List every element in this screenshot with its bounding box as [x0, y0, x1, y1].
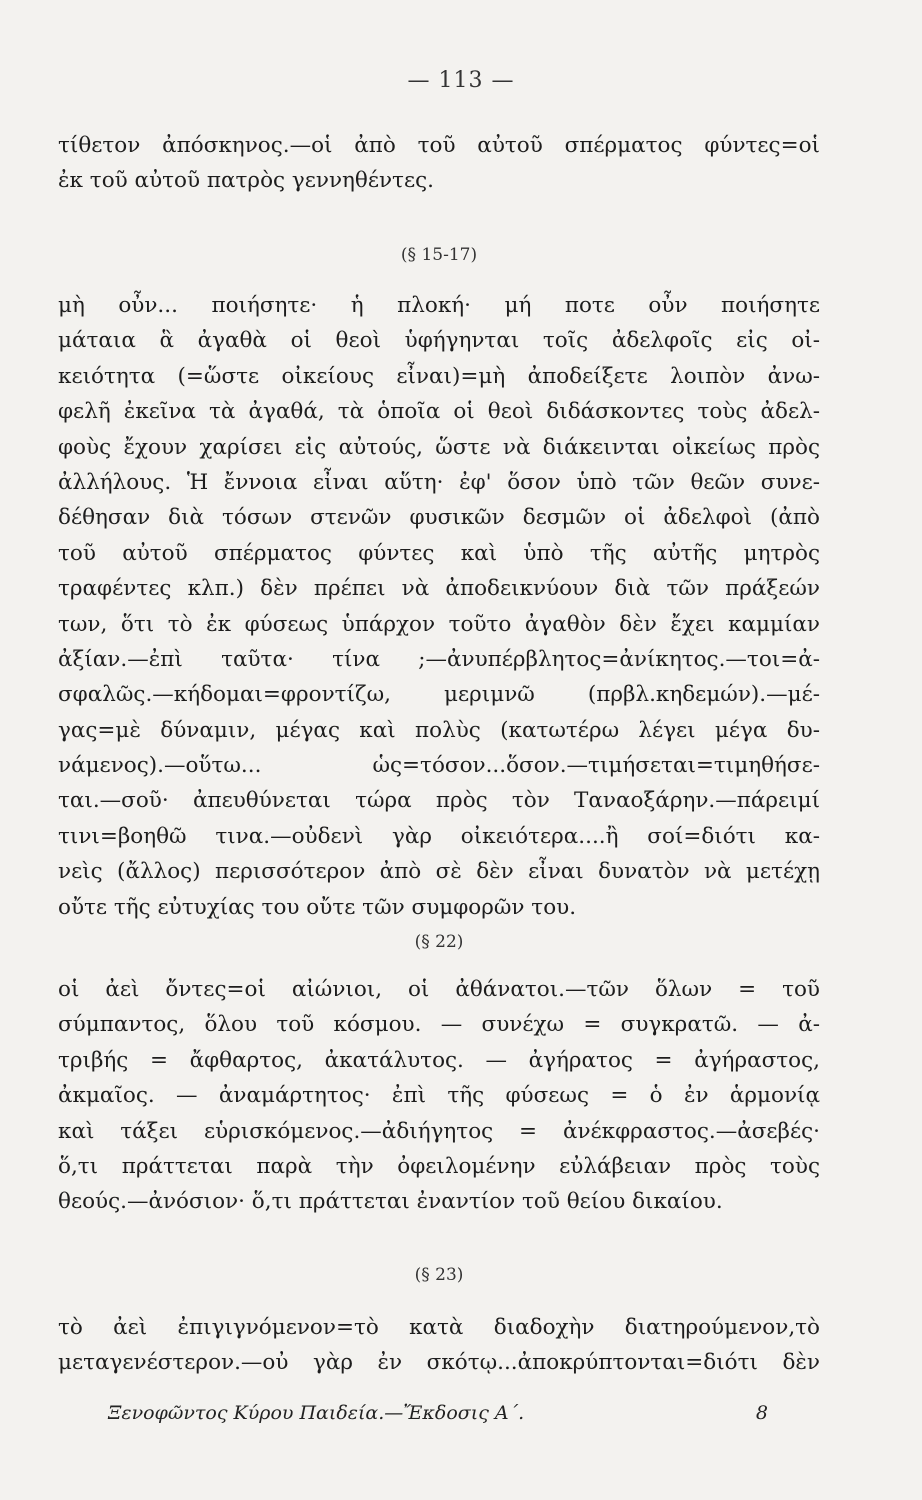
text-line: των, ὅτι τὸ ἐκ φύσεως ὑπάρχον τοῦτο ἀγαθὸν δὲν ἔχει καμμίαν — [58, 611, 820, 637]
text-block-1 — [58, 128, 820, 199]
text-line: νάμενος).—οὕτω... ὡς=τόσον...ὅσον.—τιμήσεται=τιμηθήσε- — [58, 753, 820, 779]
page-number: — 113 — — [407, 68, 515, 93]
section-heading-23: (§ 23) — [414, 1265, 464, 1285]
text-line: καὶ τάξει εὑρισκόμενος.—ἀδιήγητος = ἀνέκφραστος.—ἀσεβές· — [58, 1118, 820, 1144]
text-line: τριβής = ἄφθαρτος, ἀκατάλυτος. — ἀγήρατος = ἀγήραστος, — [58, 1047, 820, 1073]
section-heading-15-17: (§ 15-17) — [400, 245, 478, 265]
text-line: φελῆ ἐκεῖνα τὰ ἀγαθά, τὰ ὁποῖα οἱ θεοὶ διδάσκοντες τοὺς ἀδελ- — [58, 399, 820, 425]
text-line: τὸ ἀεὶ ἐπιγιγνόμενον=τὸ κατὰ διαδοχὴν διατηρούμενον,τὸ — [58, 1315, 820, 1340]
text-line: γας=μὲ δύναμιν, μέγας καὶ πολὺς (κατωτέρω λέγει μέγα δυ- — [58, 717, 820, 743]
text-block-4 — [58, 1310, 820, 1381]
text-line: τραφέντες κλπ.) δὲν πρέπει νὰ ἀποδεικνύουν διὰ τῶν πράξεών — [58, 576, 820, 602]
text-line: μεταγενέστερον.—οὐ γὰρ ἐν σκότῳ...ἀποκρύπτονται=διότι δὲν — [58, 1350, 820, 1376]
text-line: ἀλλήλους. Ἡ ἔννοια εἶναι αὕτη· ἐφ' ὅσον ὑπὸ τῶν θεῶν συνε- — [58, 469, 820, 495]
text-line: οὔτε τῆς εὐτυχίας του οὔτε τῶν συμφορῶν του. — [58, 894, 577, 920]
text-line: σφαλῶς.—κήδομαι=φροντίζω, μεριμνῶ (πρβλ.κηδεμών).—μέ- — [58, 682, 820, 708]
sheet-number: 8 — [755, 1402, 768, 1424]
text-line: ἐκ τοῦ αὐτοῦ πατρὸς γεννηθέντες. — [58, 168, 434, 194]
text-line: μὴ οὖν... ποιήσητε· ἡ πλοκή· μή ποτε οὖν ποιήσητε — [58, 293, 820, 318]
text-line: ἀκμαῖος. — ἀναμάρτητος· ἐπὶ τῆς φύσεως = ὁ ἐν ἁρμονίᾳ — [58, 1083, 820, 1109]
text-line: τινι=βοηθῶ τινα.—οὐδενὶ γὰρ οἰκειότερα....ἢ σοί=διότι κα- — [58, 823, 820, 849]
text-line: τοῦ αὐτοῦ σπέρματος φύντες καὶ ὑπὸ τῆς αὐτῆς μητρὸς — [58, 540, 820, 566]
text-line: κειότητα (=ὥστε οἰκείους εἶναι)=μὴ ἀποδείξετε λοιπὸν ἀνω- — [58, 363, 820, 389]
text-line: φοὺς ἔχουν χαρίσει εἰς αὐτούς, ὥστε νὰ διάκεινται οἰκείως πρὸς — [58, 434, 820, 460]
text-line: νεὶς (ἄλλος) περισσότερον ἀπὸ σὲ δὲν εἶναι δυνατὸν νὰ μετέχῃ — [58, 859, 820, 885]
text-line: μάταια ἃ ἀγαθὰ οἱ θεοὶ ὑφήγηνται τοῖς ἀδελφοῖς εἰς οἰ- — [58, 328, 820, 354]
text-line: οἱ ἀεὶ ὄντες=οἱ αἰώνιοι, οἱ ἀθάνατοι.—τῶν ὅλων = τοῦ — [58, 977, 820, 1002]
text-line: δέθησαν διὰ τόσων στενῶν φυσικῶν δεσμῶν οἱ ἀδελφοὶ (ἀπὸ — [58, 505, 820, 531]
text-line: σύμπαντος, ὅλου τοῦ κόσμου. — συνέχω = συγκρατῶ. — ἀ- — [58, 1012, 820, 1038]
text-block-2 — [58, 288, 820, 925]
text-block-3 — [58, 972, 820, 1220]
text-line: τίθετον ἀπόσκηνος.—οἱ ἀπὸ τοῦ αὐτοῦ σπέρματος φύντες=οἱ — [58, 133, 820, 158]
text-line: θεούς.—ἀνόσιον· ὅ,τι πράττεται ἐναντίον τοῦ θείου δικαίου. — [58, 1189, 723, 1215]
section-heading-22: (§ 22) — [414, 932, 464, 952]
text-line: ὅ,τι πράττεται παρὰ τὴν ὀφειλομένην εὐλάβειαν πρὸς τοὺς — [58, 1153, 820, 1179]
footer-title: Ξενοφῶντος Κύρου Παιδεία.—Ἔκδοσις Α΄. — [108, 1402, 525, 1424]
text-line: ἀξίαν.—ἐπὶ ταῦτα· τίνα ;—ἀνυπέρβλητος=ἀνίκητος.—τοι=ἀ- — [58, 646, 820, 672]
text-line: ται.—σοῦ· ἀπευθύνεται τώρα πρὸς τὸν Ταναοξάρην.—πάρειμί — [58, 788, 820, 814]
page-footer — [108, 1402, 768, 1424]
